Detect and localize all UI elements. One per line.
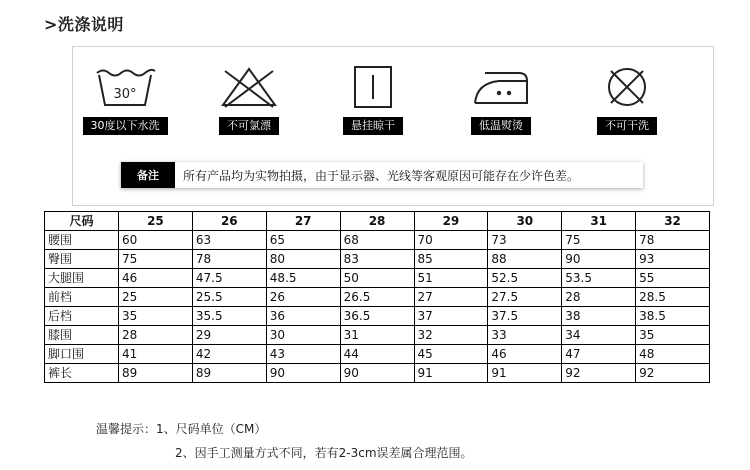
tips	[96, 417, 473, 465]
size-cell: 78	[636, 231, 710, 250]
care-item-wash	[75, 65, 175, 135]
no-bleach-icon	[217, 65, 281, 109]
size-cell: 42	[192, 345, 266, 364]
table-row	[45, 345, 710, 364]
row-label: 脚口围	[45, 345, 119, 364]
size-cell: 83	[340, 250, 414, 269]
size-header-cell: 28	[340, 212, 414, 231]
care-label-bleach: 不可氯漂	[219, 117, 279, 135]
size-cell: 28	[119, 326, 193, 345]
size-header-label: 尺码	[45, 212, 119, 231]
size-cell: 47	[562, 345, 636, 364]
size-cell: 41	[119, 345, 193, 364]
care-item-dry-clean	[577, 65, 677, 135]
size-cell: 85	[414, 250, 488, 269]
size-cell: 38	[562, 307, 636, 326]
size-cell: 91	[488, 364, 562, 383]
size-cell: 91	[414, 364, 488, 383]
size-cell: 44	[340, 345, 414, 364]
size-cell: 92	[636, 364, 710, 383]
care-label-iron: 低温熨烫	[471, 117, 531, 135]
table-row	[45, 250, 710, 269]
size-cell: 31	[340, 326, 414, 345]
size-cell: 26.5	[340, 288, 414, 307]
size-cell: 68	[340, 231, 414, 250]
tips-line-2: 2、因手工测量方式不同，若有2-3cm误差属合理范围。	[175, 446, 473, 460]
size-cell: 92	[562, 364, 636, 383]
size-cell: 35.5	[192, 307, 266, 326]
size-cell: 90	[340, 364, 414, 383]
care-item-dry	[323, 65, 423, 135]
row-label: 臀围	[45, 250, 119, 269]
size-cell: 90	[562, 250, 636, 269]
size-cell: 78	[192, 250, 266, 269]
size-cell: 27	[414, 288, 488, 307]
care-label-wash: 30度以下水洗	[83, 117, 168, 135]
size-header-row	[45, 212, 710, 231]
size-cell: 52.5	[488, 269, 562, 288]
size-cell: 28	[562, 288, 636, 307]
row-label: 后档	[45, 307, 119, 326]
size-cell: 47.5	[192, 269, 266, 288]
table-row	[45, 288, 710, 307]
size-cell: 26	[266, 288, 340, 307]
size-cell: 75	[119, 250, 193, 269]
care-instructions-panel	[72, 46, 714, 206]
care-item-bleach	[199, 65, 299, 135]
size-cell: 38.5	[636, 307, 710, 326]
care-label-dry: 悬挂晾干	[343, 117, 403, 135]
table-row	[45, 307, 710, 326]
size-cell: 53.5	[562, 269, 636, 288]
size-header-cell: 30	[488, 212, 562, 231]
care-item-iron	[451, 65, 551, 135]
no-dry-clean-icon	[595, 65, 659, 109]
size-cell: 48.5	[266, 269, 340, 288]
wash-30-icon	[93, 65, 157, 109]
size-cell: 27.5	[488, 288, 562, 307]
notice-bar	[121, 162, 643, 188]
size-cell: 36	[266, 307, 340, 326]
notice-tag: 备注	[121, 162, 175, 188]
size-header-cell: 32	[636, 212, 710, 231]
size-cell: 73	[488, 231, 562, 250]
size-header-cell: 25	[119, 212, 193, 231]
row-label: 腰围	[45, 231, 119, 250]
size-cell: 80	[266, 250, 340, 269]
table-row	[45, 231, 710, 250]
size-cell: 35	[636, 326, 710, 345]
size-cell: 51	[414, 269, 488, 288]
size-cell: 70	[414, 231, 488, 250]
size-table	[44, 211, 710, 383]
size-cell: 25.5	[192, 288, 266, 307]
table-row	[45, 364, 710, 383]
size-cell: 25	[119, 288, 193, 307]
size-cell: 93	[636, 250, 710, 269]
size-header-cell: 26	[192, 212, 266, 231]
size-cell: 65	[266, 231, 340, 250]
tips-line-1: 温馨提示：1、尺码单位（CM）	[96, 422, 267, 436]
notice-text: 所有产品均为实物拍摄，由于显示器、光线等客观原因可能存在少许色差。	[183, 168, 580, 183]
size-cell: 30	[266, 326, 340, 345]
size-cell: 75	[562, 231, 636, 250]
size-cell: 37	[414, 307, 488, 326]
size-cell: 33	[488, 326, 562, 345]
size-cell: 35	[119, 307, 193, 326]
row-label: 大腿围	[45, 269, 119, 288]
size-cell: 36.5	[340, 307, 414, 326]
size-cell: 46	[119, 269, 193, 288]
size-cell: 43	[266, 345, 340, 364]
size-cell: 32	[414, 326, 488, 345]
size-cell: 50	[340, 269, 414, 288]
size-cell: 28.5	[636, 288, 710, 307]
size-header-cell: 29	[414, 212, 488, 231]
section-title: >洗涤说明	[44, 15, 124, 34]
size-cell: 89	[119, 364, 193, 383]
iron-low-icon	[469, 65, 533, 109]
size-cell: 90	[266, 364, 340, 383]
size-cell: 55	[636, 269, 710, 288]
size-cell: 29	[192, 326, 266, 345]
row-label: 前档	[45, 288, 119, 307]
size-cell: 46	[488, 345, 562, 364]
wash-temperature: 30°	[113, 87, 137, 102]
size-header-cell: 31	[562, 212, 636, 231]
table-row	[45, 326, 710, 345]
size-cell: 45	[414, 345, 488, 364]
table-row	[45, 269, 710, 288]
size-cell: 34	[562, 326, 636, 345]
size-cell: 63	[192, 231, 266, 250]
size-cell: 48	[636, 345, 710, 364]
size-cell: 37.5	[488, 307, 562, 326]
size-cell: 89	[192, 364, 266, 383]
size-cell: 88	[488, 250, 562, 269]
row-label: 裤长	[45, 364, 119, 383]
size-cell: 60	[119, 231, 193, 250]
hang-dry-icon	[341, 65, 405, 109]
row-label: 膝围	[45, 326, 119, 345]
care-label-dry-clean: 不可干洗	[597, 117, 657, 135]
size-header-cell: 27	[266, 212, 340, 231]
